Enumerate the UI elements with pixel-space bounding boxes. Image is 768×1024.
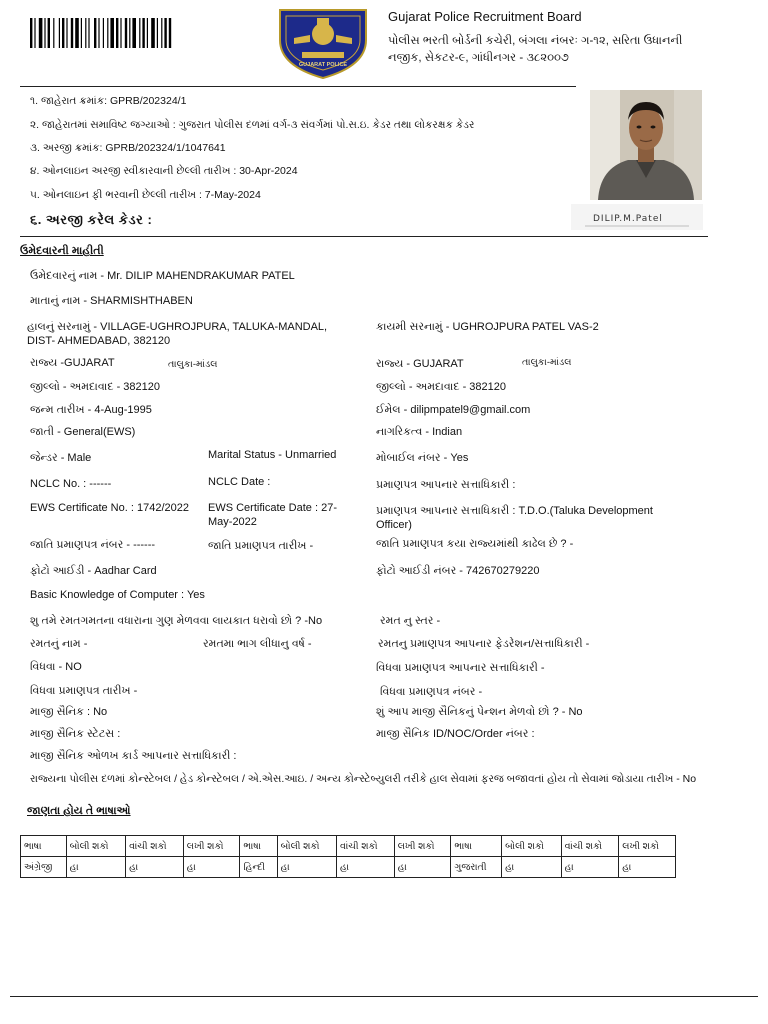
table-cell: હા: [337, 857, 395, 878]
permanent-address: કાયમી સરનામું - UGHROJPURA PATEL VAS-2: [376, 321, 599, 333]
last-date-fee: ૫. ઓનલાઇન ફી ભરવાની છેલ્લી તારીખ : 7-May-2024: [30, 189, 261, 201]
ews-certificate-number: EWS Certificate No. : 1742/2022: [30, 502, 189, 514]
sports-level: રમત નુ સ્તર -: [380, 615, 441, 627]
caste-cert-state: જાતિ પ્રમાણપત્ર કયા રાજ્યમાંથી કાઢેલ છે ? -: [376, 538, 574, 550]
computer-knowledge: Basic Knowledge of Computer : Yes: [30, 589, 205, 601]
table-cell: હા: [277, 857, 336, 878]
footer-divider: [10, 996, 758, 997]
taluka-current: તાલુકા-માંડલ: [168, 359, 218, 370]
gujarat-police-logo: [272, 4, 374, 80]
nclc-number: NCLC No. : ------: [30, 478, 112, 490]
widow-cert-date: વિધવા પ્રમાણપત્ર તારીખ -: [30, 685, 138, 697]
caste-cert-number: જાતિ પ્રમાણપત્ર નંબર - ------: [30, 539, 156, 551]
section-candidate-info: ઉમેદવારની માહીતી: [20, 245, 104, 257]
ews-certificate-date: EWS Certificate Date : 27-May-2022: [208, 502, 337, 528]
nclc-cert-authority: પ્રમાણપત્ર આપનાર સત્તાધિકારી :: [376, 479, 516, 491]
gender: જેન્ડર - Male: [30, 452, 92, 464]
state-current: રાજ્ય -GUJARAT: [30, 357, 115, 369]
section-divider: [20, 236, 708, 237]
logo-text: GUJARAT POLICE: [298, 62, 348, 68]
address-line-2: નજીક, સેકટર-૯, ગાંધીનગર - ૩૮૨૦૦૭: [388, 52, 569, 64]
widow-cert-number: વિધવા પ્રમાણપત્ર નંબર -: [380, 686, 483, 698]
header-divider: [20, 86, 576, 87]
table-cell: હા: [126, 857, 184, 878]
ex-serviceman: માજી સૈનિક : No: [30, 706, 108, 718]
table-header-cell: લખી શકો: [183, 836, 240, 857]
nclc-date: NCLC Date :: [208, 476, 271, 488]
sport-year: રમતમા ભાગ લીધાનુ વર્ષ -: [203, 638, 312, 650]
taluka-permanent: તાલુકા-માંડલ: [522, 357, 572, 368]
last-date-online: ૪. ઓનલાઇન અરજી સ્વીકારવાની છેલ્લી તારીખ : 30-Apr-2024: [30, 165, 298, 177]
marital-status: Marital Status - Unmarried: [208, 449, 337, 461]
state-permanent: રાજ્ય - GUJARAT: [376, 358, 464, 370]
sport-cert-authority: રમતનુ પ્રમાણપત્ર આપનાર ફેડરેશન/સત્તાધિકારી -: [378, 638, 590, 650]
section-languages: જાણતા હોય તે ભાષાઓ: [27, 805, 131, 817]
table-header-cell: વાંચી શકો: [561, 836, 619, 857]
widow-cert-authority: વિધવા પ્રમાણપત્ર આપનાર સત્તાધિકારી -: [376, 662, 545, 674]
sports-question: શુ તમે રમતગમતના વધારાના ગુણ મેળવવા લાયકાત ધરાવો છો ? -No: [30, 615, 323, 627]
barcode: [30, 18, 240, 48]
table-header-cell: ભાષા: [240, 836, 277, 857]
table-cell: હા: [394, 857, 451, 878]
table-cell: હા: [502, 857, 561, 878]
photo-id-type: ફોટો આઈડી - Aadhar Card: [30, 565, 157, 577]
address-line-1: પોલીસ ભરતી બોર્ડની કચેરી, બંગલા નંબરઃ ગ-૧૨, સરિતા ઉધાનની: [388, 35, 683, 47]
posts-included: ૨. જાહેરાતમાં સમાવિષ્ટ જગ્યાઓ : ગુજરાત પોલીસ દળમાં વર્ગ-૩ સંવર્ગમાં પો.સ.ઇ. કેડર તથા લોકરક્ષક કેડર: [30, 119, 475, 131]
advt-number: ૧. જાહેરાત ક્રમાંક: GPRB/202324/1: [30, 95, 187, 107]
table-cell: હા: [561, 857, 619, 878]
application-number: ૩. અરજી ક્રમાંક: GPRB/202324/1/1047641: [30, 142, 226, 154]
district-permanent: જીલ્લો - અમદાવાદ - 382120: [376, 381, 507, 393]
photo-id-number: ફોટો આઈડી નંબર - 742670279220: [376, 565, 540, 577]
ews-cert-authority: પ્રમાણપત્ર આપનાર સત્તાધિકારી : T.D.O.(Taluka Development Officer): [376, 505, 653, 531]
ex-serviceman-pension: શું આપ માજી સૈનિકનું પેન્શન મેળવો છો ? - No: [376, 706, 583, 718]
languages-data-row: [21, 857, 676, 878]
table-header-cell: વાંચી શકો: [126, 836, 184, 857]
district-current: જીલ્લો - અમદાવાદ - 382120: [30, 381, 161, 393]
widow-status: વિધવા - NO: [30, 661, 82, 673]
languages-table: [20, 835, 676, 878]
ex-serviceman-card-authority: માજી સૈનિક ઓળખ કાર્ડ આપનાર સત્તાધિકારી :: [30, 750, 237, 762]
candidate-photo: [590, 90, 702, 200]
email: ઈમેલ - dilipmpatel9@gmail.com: [376, 404, 531, 416]
cadre-applied: ૬. અરજી કરેલ કેડર :: [30, 212, 153, 227]
police-service-date: રાજ્યના પોલીસ દળમાં કોન્સ્ટેબલ / હેડ કોન્સ્ટેબલ / એ.એસ.આઇ. / અન્ય કોન્સ્ટેબ્યુલરી તરીકે હાલ સેવામાં ફરજ બજાવતાં હોય તો સેવામાં જોડાયા તારીખ - No: [30, 773, 697, 785]
table-header-cell: વાંચી શકો: [337, 836, 395, 857]
mobile: મોબાઈલ નંબર - Yes: [376, 452, 469, 464]
sport-name: રમતનું નામ -: [30, 638, 88, 650]
candidate-signature: [571, 204, 703, 230]
table-cell: ગુજરાતી: [451, 857, 502, 878]
signature-text: DILIP.M.Patel: [593, 214, 663, 224]
board-address: [388, 33, 682, 67]
languages-header-row: [21, 836, 676, 857]
caste: જાતી - General(EWS): [30, 426, 136, 438]
date-of-birth: જન્મ તારીખ - 4-Aug-1995: [30, 404, 152, 416]
table-header-cell: લખી શકો: [619, 836, 676, 857]
table-header-cell: લખી શકો: [394, 836, 451, 857]
table-cell: હા: [66, 857, 125, 878]
table-header-cell: ભાષા: [451, 836, 502, 857]
candidate-name: ઉમેદવારનું નામ - Mr. DILIP MAHENDRAKUMAR PATEL: [30, 270, 295, 282]
table-cell: હા: [183, 857, 240, 878]
table-header-cell: ભાષા: [21, 836, 67, 857]
table-cell: અંગ્રેજી: [21, 857, 67, 878]
table-header-cell: બોલી શકો: [66, 836, 125, 857]
table-cell: હિન્દી: [240, 857, 277, 878]
mother-name: માતાનું નામ - SHARMISHTHABEN: [30, 295, 193, 307]
board-name: Gujarat Police Recruitment Board: [388, 9, 582, 24]
table-header-cell: બોલી શકો: [502, 836, 561, 857]
ex-serviceman-id: માજી સૈનિક ID/NOC/Order નંબર :: [376, 728, 535, 740]
ex-serviceman-status: માજી સૈનિક સ્ટેટસ :: [30, 728, 121, 740]
caste-cert-date: જાતિ પ્રમાણપત્ર તારીખ -: [208, 540, 314, 552]
current-address: હાલનું સરનામું - VILLAGE-UGHROJPURA, TALUKA-MANDAL, DIST- AHMEDABAD, 382120: [27, 321, 328, 347]
nationality: નાગરિકત્વ - Indian: [376, 426, 463, 438]
table-cell: હા: [619, 857, 676, 878]
table-header-cell: બોલી શકો: [277, 836, 336, 857]
